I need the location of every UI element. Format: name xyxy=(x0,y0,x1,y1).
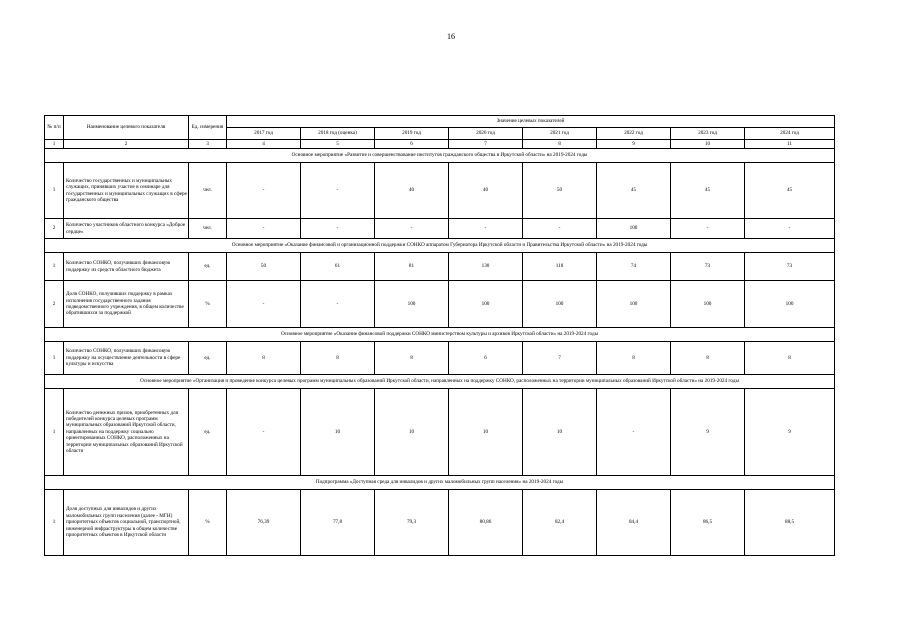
row-name: Доля доступных для инвалидов и других маломобильных групп населения (далее - МГН) приоритетных объектов социальной, транспортной, инженерной инфраструктуры в общем количестве приоритетных объектов в Иркутской области xyxy=(64,490,189,556)
section-heading-row xyxy=(45,476,835,490)
column-number: 11 xyxy=(745,140,835,149)
column-number: 8 xyxy=(523,140,597,149)
row-value: 61 xyxy=(301,253,375,281)
row-name: Количество участников областного конкурса «Доброе сердце» xyxy=(64,219,189,239)
table-row xyxy=(45,163,835,219)
header-unit: Ед. измерения xyxy=(189,116,227,140)
row-value: 40 xyxy=(449,163,523,219)
header-year: 2018 год (оценка) xyxy=(301,128,375,140)
row-value: - xyxy=(301,281,375,328)
table-row xyxy=(45,253,835,281)
section-title: Основное мероприятие «Организация и проведение конкурса целевых программ муниципальных образований Иркутской области, направленных на поддержку СОНКО, расположенных на территории муниципальных образований Иркутской области» на 2019-2024 годы xyxy=(45,375,835,389)
row-value: 81 xyxy=(375,253,449,281)
row-value: 50 xyxy=(523,163,597,219)
row-value: 40 xyxy=(375,163,449,219)
row-value: 82,4 xyxy=(523,490,597,556)
row-value: 9 xyxy=(745,389,835,476)
row-name: Количество государственных и муниципальных служащих, принявших участие в семинаре для государственных и муниципальных служащих в сфере гражданского общества xyxy=(64,163,189,219)
header-values-group: Значение целевых показателей xyxy=(227,116,835,128)
row-name: Количество денежных призов, приобретенных для победителей конкурса целевых программ муниципальных образований Иркутской области, направленных на поддержку социально ориентированных СОНКО, расположенных на территории муниципальных образований Иркутской области xyxy=(64,389,189,476)
row-value: 8 xyxy=(301,342,375,375)
row-value: 88,5 xyxy=(745,490,835,556)
row-value: 73 xyxy=(745,253,835,281)
row-value: 8 xyxy=(597,342,671,375)
row-value: 50 xyxy=(227,253,301,281)
row-value: 45 xyxy=(745,163,835,219)
column-number: 2 xyxy=(64,140,189,149)
row-value: - xyxy=(449,219,523,239)
row-value: 45 xyxy=(671,163,745,219)
row-name: Доля СОНКО, получивших поддержку в рамках исполнения государственного задания подведомственного учреждения, в общем количестве обратившихся за поддержкой xyxy=(64,281,189,328)
column-number: 3 xyxy=(189,140,227,149)
row-value: 10 xyxy=(523,389,597,476)
row-value: 100 xyxy=(597,281,671,328)
row-num: 2 xyxy=(45,281,64,328)
row-value: - xyxy=(227,281,301,328)
row-name: Количество СОНКО, получивших финансовую поддержку из средств областного бюджета xyxy=(64,253,189,281)
row-value: - xyxy=(745,219,835,239)
row-unit: ед. xyxy=(189,389,227,476)
section-heading-row xyxy=(45,375,835,389)
row-value: 8 xyxy=(671,342,745,375)
section-heading-row xyxy=(45,239,835,253)
row-unit: чел. xyxy=(189,219,227,239)
section-title: Основное мероприятие «Развитие и совершенствование институтов гражданского общества в Иркутской области» на 2019-2024 годы xyxy=(45,149,835,163)
row-unit: % xyxy=(189,281,227,328)
row-value: 73 xyxy=(671,253,745,281)
section-title: Подпрограмма «Доступная среда для инвалидов и других маломобильных групп населения» на 2019-2024 годы xyxy=(45,476,835,490)
row-value: 77,8 xyxy=(301,490,375,556)
row-name: Количество СОНКО, получивших финансовую поддержку на осуществление деятельности в сфере культуры и искусства xyxy=(64,342,189,375)
column-number: 5 xyxy=(301,140,375,149)
row-unit: ед. xyxy=(189,342,227,375)
row-value: 8 xyxy=(375,342,449,375)
header-year: 2023 год xyxy=(671,128,745,140)
row-value: 9 xyxy=(671,389,745,476)
row-value: 6 xyxy=(449,342,523,375)
row-value: 130 xyxy=(449,253,523,281)
row-value: 10 xyxy=(301,389,375,476)
table-row xyxy=(45,342,835,375)
row-value: 45 xyxy=(597,163,671,219)
row-value: 80,86 xyxy=(449,490,523,556)
row-value: 100 xyxy=(597,219,671,239)
header-year: 2021 год xyxy=(523,128,597,140)
row-value: - xyxy=(301,219,375,239)
row-value: 74 xyxy=(597,253,671,281)
row-value: 79,3 xyxy=(375,490,449,556)
header-year: 2020 год xyxy=(449,128,523,140)
page-number: 16 xyxy=(447,32,455,41)
header-name: Наименование целевого показателя xyxy=(64,116,189,140)
column-number: 9 xyxy=(597,140,671,149)
row-value: - xyxy=(227,389,301,476)
row-num: 1 xyxy=(45,490,64,556)
target-indicators-table xyxy=(44,115,835,556)
row-num: 1 xyxy=(45,163,64,219)
section-heading-row xyxy=(45,149,835,163)
row-unit: ед. xyxy=(189,253,227,281)
row-value: - xyxy=(671,219,745,239)
row-value: - xyxy=(227,219,301,239)
row-value: 8 xyxy=(227,342,301,375)
table-row xyxy=(45,219,835,239)
section-heading-row xyxy=(45,328,835,342)
row-value: 100 xyxy=(671,281,745,328)
row-value: 8 xyxy=(745,342,835,375)
row-value: 100 xyxy=(375,281,449,328)
header-year: 2022 год xyxy=(597,128,671,140)
column-number: 4 xyxy=(227,140,301,149)
row-unit: чел. xyxy=(189,163,227,219)
table-row xyxy=(45,389,835,476)
row-num: 1 xyxy=(45,389,64,476)
column-number: 7 xyxy=(449,140,523,149)
row-num: 1 xyxy=(45,342,64,375)
row-value: - xyxy=(597,389,671,476)
header-year: 2017 год xyxy=(227,128,301,140)
row-value: 10 xyxy=(449,389,523,476)
row-value: 86,5 xyxy=(671,490,745,556)
row-value: 100 xyxy=(523,281,597,328)
row-num: 1 xyxy=(45,253,64,281)
table-row xyxy=(45,281,835,328)
row-value: 118 xyxy=(523,253,597,281)
row-value: - xyxy=(523,219,597,239)
row-value: - xyxy=(227,163,301,219)
row-value: 100 xyxy=(449,281,523,328)
column-number: 6 xyxy=(375,140,449,149)
row-value: 7 xyxy=(523,342,597,375)
row-value: - xyxy=(375,219,449,239)
column-number: 1 xyxy=(45,140,64,149)
row-value: 100 xyxy=(745,281,835,328)
section-title: Основное мероприятие «Оказание финансовой и организационной поддержки СОНКО аппаратом Губернатора Иркутской области и Правительства Иркутской области» на 2019-2024 годы xyxy=(45,239,835,253)
section-title: Основное мероприятие «Оказание финансовой поддержки СОНКО министерством культуры и архивов Иркутской области» на 2019-2024 годы xyxy=(45,328,835,342)
row-value: - xyxy=(301,163,375,219)
table-row xyxy=(45,490,835,556)
header-year: 2019 год xyxy=(375,128,449,140)
row-value: 84,4 xyxy=(597,490,671,556)
row-num: 2 xyxy=(45,219,64,239)
header-num: № п/п xyxy=(45,116,64,140)
row-unit: % xyxy=(189,490,227,556)
column-number: 10 xyxy=(671,140,745,149)
row-value: 76,39 xyxy=(227,490,301,556)
header-year: 2024 год xyxy=(745,128,835,140)
row-value: 10 xyxy=(375,389,449,476)
